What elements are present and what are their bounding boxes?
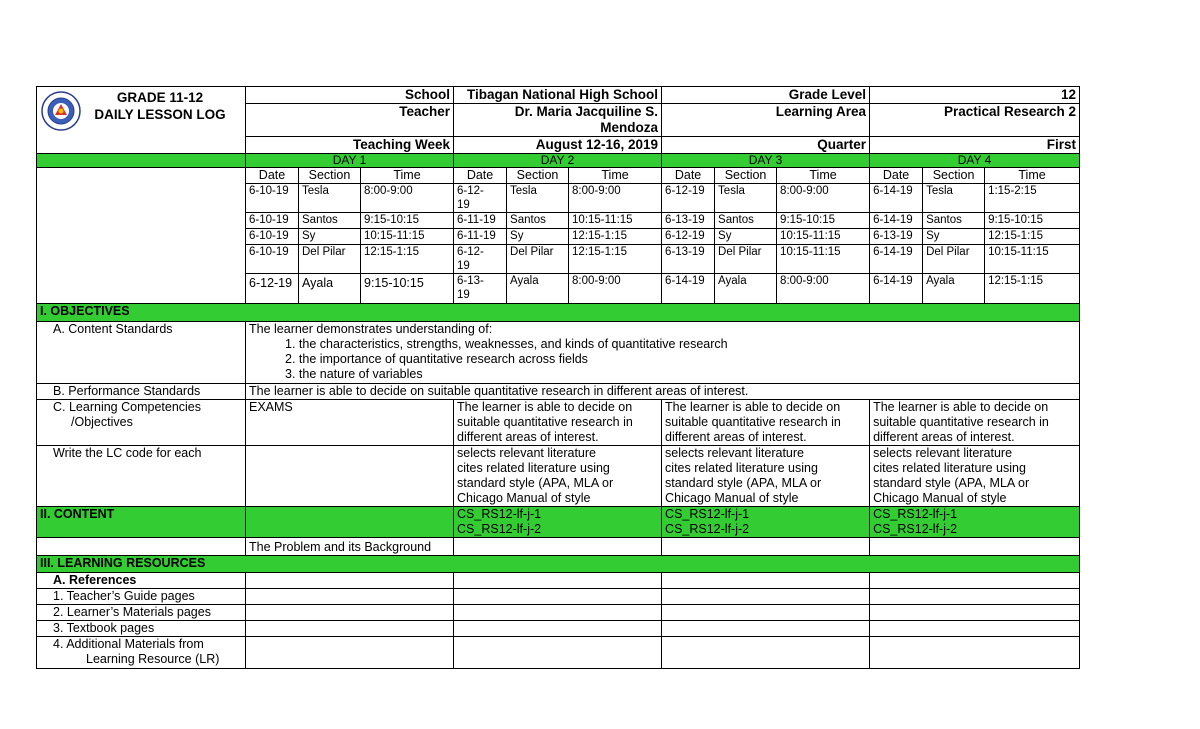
col-time: Time (777, 168, 870, 184)
content-standard-item: 2. the importance of quantitative research across fields (285, 352, 588, 366)
schedule-section: Sy (299, 229, 361, 245)
schedule-section: Del Pilar (923, 245, 985, 274)
schedule-time: 8:00-9:00 (361, 184, 454, 213)
resource-cell (870, 573, 1080, 589)
schedule-time: 9:15-10:15 (361, 213, 454, 229)
resource-cell (246, 605, 454, 621)
content-standards-label: A. Content Standards (37, 322, 246, 384)
resource-cell (454, 637, 662, 669)
day-3-header: DAY 3 (662, 154, 870, 168)
log-grade-title: GRADE 11-12 (116, 90, 204, 105)
schedule-date: 6-12-19 (662, 229, 715, 245)
resource-cell (870, 637, 1080, 669)
col-section: Section (507, 168, 569, 184)
quarter-value: First (870, 137, 1080, 154)
day-1-header: DAY 1 (246, 154, 454, 168)
performance-standards-label: B. Performance Standards (37, 384, 246, 400)
schedule-section: Sy (507, 229, 569, 245)
col-date: Date (662, 168, 715, 184)
schedule-time: 12:15-1:15 (569, 229, 662, 245)
schedule-section: Tesla (923, 184, 985, 213)
content-code-day1 (246, 507, 454, 538)
learning-competencies-label-line2: /Objectives (71, 415, 133, 429)
schedule-section: Santos (715, 213, 777, 229)
lc-line1: selects relevant literature (665, 446, 804, 460)
schedule-date: 6-14-19 (870, 274, 923, 304)
schedule-section: Del Pilar (299, 245, 361, 274)
resource-cell (870, 621, 1080, 637)
schedule-date (454, 274, 507, 304)
content-code-day4 (870, 507, 1080, 538)
lc-code-label: Write the LC code for each (37, 446, 246, 507)
learning-competencies-label (37, 400, 246, 446)
resource-cell (870, 589, 1080, 605)
schedule-section: Santos (923, 213, 985, 229)
school-label: School (246, 87, 454, 104)
competency-day1: EXAMS (246, 400, 454, 446)
schedule-date: 6-14-19 (870, 245, 923, 274)
schedule-section: Del Pilar (507, 245, 569, 274)
content-heading: II. CONTENT (37, 507, 246, 538)
quarter-label: Quarter (662, 137, 870, 154)
content-code-day3 (662, 507, 870, 538)
col-section: Section (299, 168, 361, 184)
schedule-time: 8:00-9:00 (777, 184, 870, 213)
col-date: Date (870, 168, 923, 184)
schedule-date (454, 184, 507, 213)
teachers-guide-label: 1. Teacher’s Guide pages (37, 589, 246, 605)
textbook-pages-label: 3. Textbook pages (37, 621, 246, 637)
schedule-date-text: 6-13-19 (457, 275, 484, 301)
topic-day4 (870, 538, 1080, 556)
schedule-section: Santos (299, 213, 361, 229)
additional-materials-label (37, 637, 246, 669)
resource-cell (662, 621, 870, 637)
schedule-time: 10:15-11:15 (777, 245, 870, 274)
lesson-log-table (36, 86, 1080, 669)
resource-cell (246, 589, 454, 605)
day-4-header: DAY 4 (870, 154, 1080, 168)
topic-day1: The Problem and its Background (246, 538, 454, 556)
col-time: Time (985, 168, 1080, 184)
objectives-heading: I. OBJECTIVES (37, 304, 1080, 322)
lc-code-day4 (870, 446, 1080, 507)
grade-level-value: 12 (870, 87, 1080, 104)
schedule-date: 6-13-19 (662, 245, 715, 274)
references-label: A. References (37, 573, 246, 589)
resource-cell (454, 621, 662, 637)
content-standard-item: 3. the nature of variables (285, 367, 423, 381)
additional-materials-line2: Learning Resource (LR) (86, 652, 220, 666)
lc-line1: selects relevant literature (457, 446, 596, 460)
schedule-date-text: 6-12-19 (457, 185, 484, 211)
lc-code-day3 (662, 446, 870, 507)
schedule-date: 6-14-19 (870, 213, 923, 229)
daily-lesson-log (36, 86, 1079, 669)
content-code-2: CS_RS12-lf-j-2 (665, 522, 750, 536)
content-standards-intro: The learner demonstrates understanding of: (249, 322, 493, 336)
schedule-time: 8:00-9:00 (777, 274, 870, 304)
lc-line2: cites related literature using standard style (APA, MLA or Chicago Manual of style (665, 461, 822, 505)
schedule-section: Sy (715, 229, 777, 245)
lc-line2: cites related literature using standard style (APA, MLA or Chicago Manual of style (457, 461, 614, 505)
schedule-date: 6-14-19 (662, 274, 715, 304)
competency-day2: The learner is able to decide on suitable quantitative research in different areas of interest. (454, 400, 662, 446)
schedule-date: 6-14-19 (870, 184, 923, 213)
competency-day3: The learner is able to decide on suitable quantitative research in different areas of interest. (662, 400, 870, 446)
schedule-section: Del Pilar (715, 245, 777, 274)
lc-code-day1 (246, 446, 454, 507)
content-code-2: CS_RS12-lf-j-2 (457, 522, 542, 536)
resource-cell (662, 637, 870, 669)
schedule-section: Tesla (507, 184, 569, 213)
schedule-time: 8:00-9:00 (569, 184, 662, 213)
schedule-section: Ayala (507, 274, 569, 304)
day-2-header: DAY 2 (454, 154, 662, 168)
schedule-time: 9:15-10:15 (777, 213, 870, 229)
lc-line2: cites related literature using standard style (APA, MLA or Chicago Manual of style (873, 461, 1030, 505)
day-header-blank (37, 154, 246, 168)
competency-day4: The learner is able to decide on suitable quantitative research in different areas of interest. (870, 400, 1080, 446)
schedule-date-text: 6-12-19 (457, 246, 484, 272)
schedule-time: 9:15-10:15 (985, 213, 1080, 229)
col-date: Date (246, 168, 299, 184)
schedule-section: Ayala (715, 274, 777, 304)
schedule-date: 6-12-19 (246, 274, 299, 304)
schedule-section: Tesla (715, 184, 777, 213)
schedule-date: 6-11-19 (454, 229, 507, 245)
topic-day3 (662, 538, 870, 556)
resource-cell (246, 621, 454, 637)
schedule-date: 6-10-19 (246, 184, 299, 213)
resource-cell (662, 573, 870, 589)
schedule-time: 10:15-11:15 (569, 213, 662, 229)
learners-materials-label: 2. Learner’s Materials pages (37, 605, 246, 621)
col-date: Date (454, 168, 507, 184)
content-standards-value (246, 322, 1080, 384)
schedule-date (454, 245, 507, 274)
schedule-date: 6-10-19 (246, 213, 299, 229)
content-standard-item: 1. the characteristics, strengths, weaknesses, and kinds of quantitative research (285, 337, 728, 351)
content-code-1: CS_RS12-lf-j-1 (665, 507, 750, 521)
schedule-time: 12:15-1:15 (569, 245, 662, 274)
col-time: Time (361, 168, 454, 184)
schedule-section: Santos (507, 213, 569, 229)
learning-competencies-label-line1: C. Learning Competencies (53, 400, 201, 414)
schedule-section: Sy (923, 229, 985, 245)
content-code-1: CS_RS12-lf-j-1 (873, 507, 958, 521)
resource-cell (246, 637, 454, 669)
lc-line1: selects relevant literature (873, 446, 1013, 460)
col-section: Section (923, 168, 985, 184)
schedule-time: 12:15-1:15 (985, 274, 1080, 304)
schedule-time: 8:00-9:00 (569, 274, 662, 304)
schedule-time: 10:15-11:15 (361, 229, 454, 245)
resource-cell (454, 605, 662, 621)
teacher-value: Dr. Maria Jacquiline S. Mendoza (454, 104, 662, 137)
title-cell (37, 87, 246, 154)
content-code-day2 (454, 507, 662, 538)
schedule-date: 6-10-19 (246, 229, 299, 245)
deped-seal-icon (41, 91, 81, 131)
schedule-blank-cell (37, 168, 246, 304)
topic-day2 (454, 538, 662, 556)
schedule-date: 6-11-19 (454, 213, 507, 229)
resource-cell (662, 589, 870, 605)
learning-resources-heading: III. LEARNING RESOURCES (37, 556, 1080, 573)
content-code-2: CS_RS12-lf-j-2 (873, 522, 958, 536)
schedule-time: 12:15-1:15 (361, 245, 454, 274)
schedule-time: 1:15-2:15 (985, 184, 1080, 213)
teaching-week-value: August 12-16, 2019 (454, 137, 662, 154)
schedule-date: 6-13-19 (870, 229, 923, 245)
resource-cell (246, 573, 454, 589)
schedule-section: Ayala (299, 274, 361, 304)
content-code-1: CS_RS12-lf-j-1 (457, 507, 542, 521)
col-time: Time (569, 168, 662, 184)
performance-standards-value: The learner is able to decide on suitable quantitative research in different areas of interest. (246, 384, 1080, 400)
schedule-date: 6-12-19 (662, 184, 715, 213)
log-title: DAILY LESSON LOG (94, 107, 226, 122)
additional-materials-line1: 4. Additional Materials from (53, 637, 204, 651)
teacher-label: Teacher (246, 104, 454, 137)
schedule-time: 10:15-11:15 (777, 229, 870, 245)
schedule-date: 6-13-19 (662, 213, 715, 229)
schedule-section: Ayala (923, 274, 985, 304)
school-value: Tibagan National High School (454, 87, 662, 104)
lc-code-day2 (454, 446, 662, 507)
resource-cell (454, 589, 662, 605)
learning-area-label: Learning Area (662, 104, 870, 137)
resource-cell (454, 573, 662, 589)
col-section: Section (715, 168, 777, 184)
schedule-time: 12:15-1:15 (985, 229, 1080, 245)
resource-cell (870, 605, 1080, 621)
grade-level-label: Grade Level (662, 87, 870, 104)
teaching-week-label: Teaching Week (246, 137, 454, 154)
schedule-time: 10:15-11:15 (985, 245, 1080, 274)
schedule-section: Tesla (299, 184, 361, 213)
schedule-date: 6-10-19 (246, 245, 299, 274)
resource-cell (662, 605, 870, 621)
schedule-time: 9:15-10:15 (361, 274, 454, 304)
learning-area-value: Practical Research 2 (870, 104, 1080, 137)
topic-blank (37, 538, 246, 556)
